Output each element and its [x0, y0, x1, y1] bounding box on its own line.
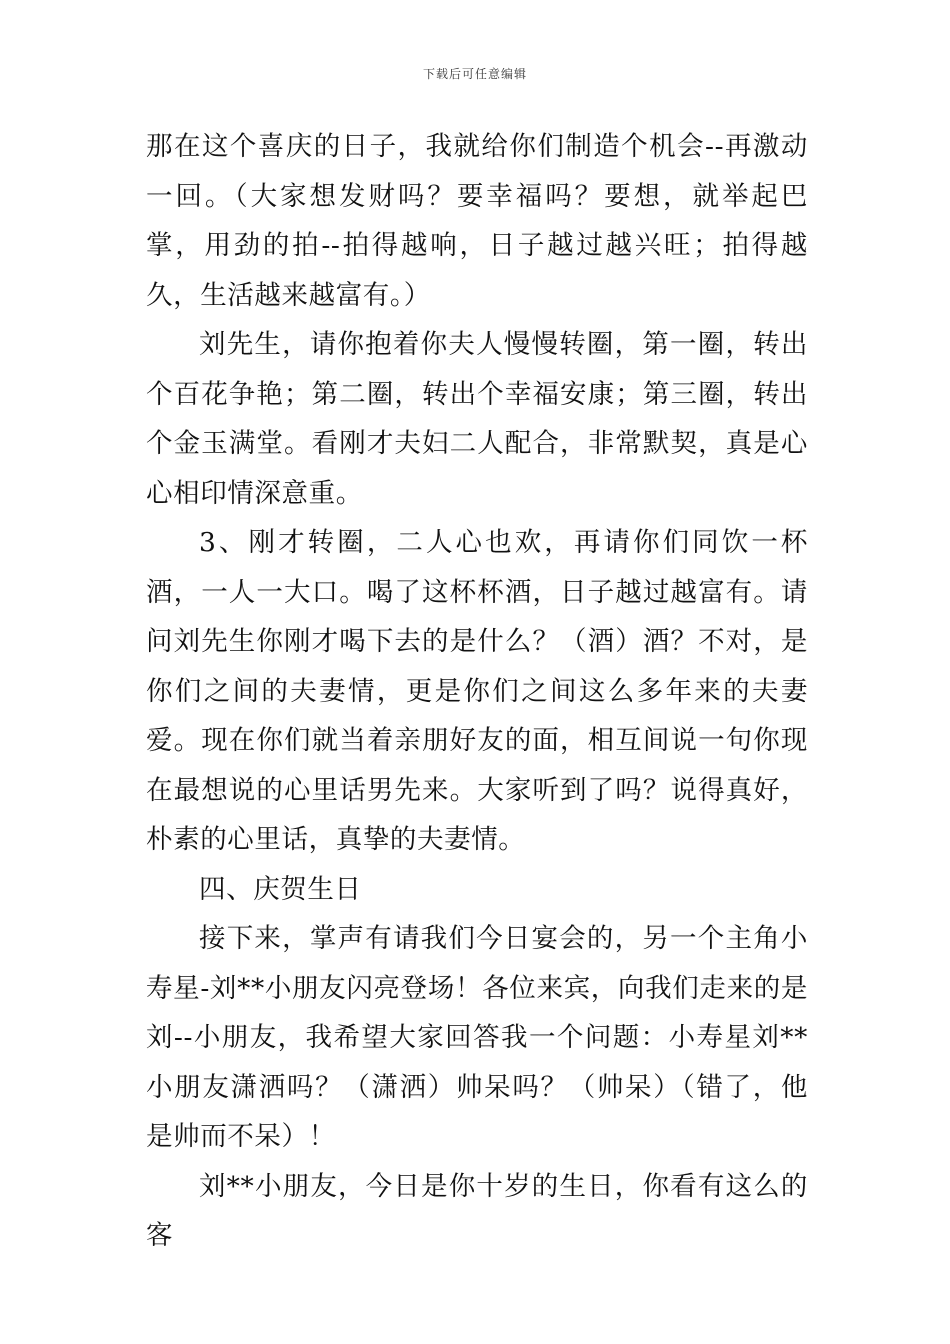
document-body: [146, 122, 808, 1261]
paragraph: 刘先生，请你抱着你夫人慢慢转圈，第一圈，转出个百花争艳；第二圈，转出个幸福安康；第三圈，转出个金玉满堂。看刚才夫妇二人配合，非常默契，真是心心相印情深意重。: [146, 329, 808, 509]
paragraph: 接下来，掌声有请我们今日宴会的，另一个主角小寿星-刘**小朋友闪亮登场！各位来宾，向我们走来的是刘--小朋友，我希望大家回答我一个问题：小寿星刘**小朋友潇洒吗？（潇洒）帅呆吗？（帅呆）（错了，他是帅而不呆）！: [146, 923, 808, 1152]
paragraph: 刘**小朋友，今日是你十岁的生日，你看有这么的客: [146, 1170, 808, 1251]
paragraph: 3、刚才转圈，二人心也欢，再请你们同饮一杯酒，一人一大口。喝了这杯杯酒，日子越过越富有。请问刘先生你刚才喝下去的是什么？（酒）酒？不对，是你们之间的夫妻情，更是你们之间这么多年来的夫妻爱。现在你们就当着亲朋好友的面，相互间说一句你现在最想说的心里话男先来。大家听到了吗？说得真好，朴素的心里话，真挚的夫妻情。: [146, 527, 808, 855]
section-heading: 四、庆贺生日: [199, 873, 362, 905]
paragraph: 那在这个喜庆的日子，我就给你们制造个机会--再激动一回。（大家想发财吗？要幸福吗？要想，就举起巴掌，用劲的拍--拍得越响，日子越过越兴旺；拍得越久，生活越来越富有。）: [146, 131, 808, 311]
page-header: 下载后可任意编辑: [422, 67, 527, 81]
